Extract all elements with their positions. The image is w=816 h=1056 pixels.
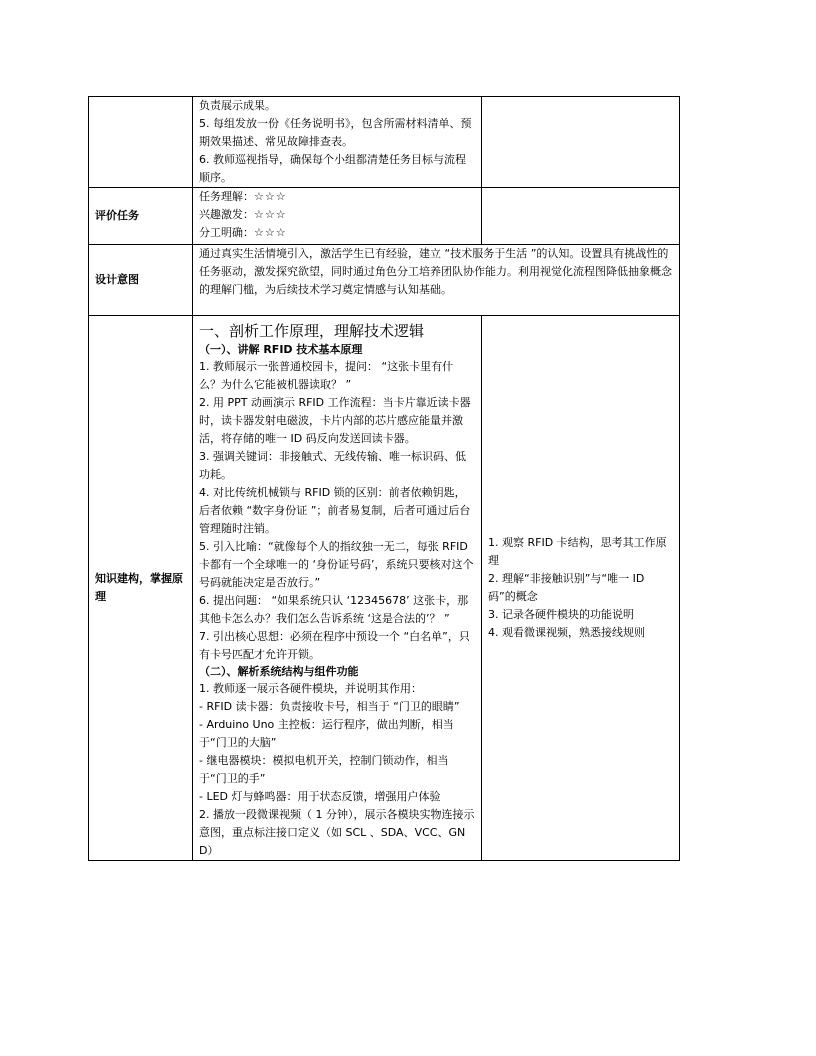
text-line: 4. 对比传统机械锁与 RFID 锁的区别：前者依赖钥匙，后者依赖 “数字身份证 ”；前者易复制，后者可通过后台管理随时注销。	[199, 486, 471, 535]
star-rating-icon: ☆☆☆	[254, 208, 287, 221]
text-line: 7. 引出核心思想：必须在程序中预设一个 “白名单”，只有卡号匹配才允许开锁。	[199, 630, 470, 661]
rating-item: 兴趣激发：☆☆☆	[199, 208, 287, 221]
rating-item: 任务理解：☆☆☆	[199, 190, 287, 203]
text-line: - LED 灯与蜂鸣器：用于状态反馈，增强用户体验	[199, 790, 441, 803]
table-row-evaluate	[89, 188, 680, 245]
text-line: 2. 播放一段微课视频（ 1 分钟），展示各模块实物连接示意图，重点标注接口定义（如 SCL 、SDA、VCC、GND）	[199, 808, 475, 857]
text-line: 1. 教师展示一张普通校园卡，提问： “这张卡里有什么？为什么它能被机器读取？ ”	[199, 360, 454, 391]
subsection-heading: （一）、讲解 RFID 技术基本原理	[199, 343, 363, 356]
student-line: 2. 理解“非接触识别”与“唯一 ID 码”的概念	[488, 572, 645, 603]
subsection-heading: （二）、解析系统结构与组件功能	[199, 665, 359, 678]
text-line: 5. 引入比喻：“就像每个人的指纹独一无二，每张 RFID 卡都有一个全球唯一的 ‘身份证号码’，系统只要核对这个号码就能决定是否放行。”	[199, 540, 474, 589]
row-label-knowledge: 知识建构，掌握原理	[89, 316, 193, 861]
text-line: 负责展示成果。	[199, 99, 276, 112]
text-line: 3. 强调关键词：非接触式、无线传输、唯一标识码、低功耗。	[199, 450, 466, 481]
knowledge-teacher-cell	[193, 316, 482, 861]
text-line: 1. 教师逐一展示各硬件模块，并说明其作用：	[199, 682, 422, 695]
table-row-design	[89, 245, 680, 316]
evaluate-cell	[193, 188, 482, 245]
row-label-design: 设计意图	[89, 245, 193, 316]
text-line: 5. 每组发放一份《任务说明书》，包含所需材料清单、预期效果描述、常见故障排查表。	[199, 117, 472, 148]
row-label-evaluate: 评价任务	[89, 188, 193, 245]
student-activity-cell	[482, 97, 680, 188]
section-heading: 一、剖析工作原理，理解技术逻辑	[199, 322, 425, 340]
student-line: 3. 记录各硬件模块的功能说明	[488, 608, 634, 621]
text-line: 2. 用 PPT 动画演示 RFID 工作流程：当卡片靠近读卡器时，读卡器发射电磁波，卡片内部的芯片感应能量并激活，将存储的唯一 ID 码反向发送回读卡器。	[199, 396, 471, 445]
teacher-activity-cell	[193, 97, 482, 188]
star-rating-icon: ☆☆☆	[254, 226, 287, 239]
rating-item: 分工明确：☆☆☆	[199, 226, 287, 239]
design-intent-cell	[193, 245, 680, 316]
text-line: 6. 提出问题： “如果系统只认 ‘12345678’ 这张卡，那其他卡怎么办？我们怎么告诉系统 ‘这是合法的’？ ”	[199, 594, 469, 625]
student-line: 1. 观察 RFID 卡结构，思考其工作原理	[488, 536, 667, 567]
row-label-empty	[89, 97, 193, 188]
table-row-knowledge	[89, 316, 680, 861]
text-line: - Arduino Uno 主控板：运行程序，做出判断，相当于“门卫的大脑”	[199, 718, 454, 749]
star-rating-icon: ☆☆☆	[254, 190, 287, 203]
student-line: 4. 观看微课视频，熟悉接线规则	[488, 626, 645, 639]
text-line: - RFID 读卡器：负责接收卡号，相当于 “门卫的眼睛”	[199, 700, 460, 713]
evaluate-empty-cell	[482, 188, 680, 245]
knowledge-student-cell	[482, 316, 680, 861]
text-line: 6. 教师巡视指导，确保每个小组都清楚任务目标与流程顺序。	[199, 153, 466, 184]
design-intent-text: 通过真实生活情境引入，激活学生已有经验，建立 “技术服务于生活 ”的认知。设置具有挑战性的任务驱动，激发探究欲望，同时通过角色分工培养团队协作能力。利用视觉化流程图降低抽象概念的理解门槛，为后续技术学习奠定情感与认知基础。	[199, 247, 672, 296]
table-row-continued	[89, 97, 680, 188]
lesson-plan-table	[88, 96, 680, 861]
text-line: - 继电器模块：模拟电机开关，控制门锁动作，相当于“门卫的手”	[199, 754, 449, 785]
